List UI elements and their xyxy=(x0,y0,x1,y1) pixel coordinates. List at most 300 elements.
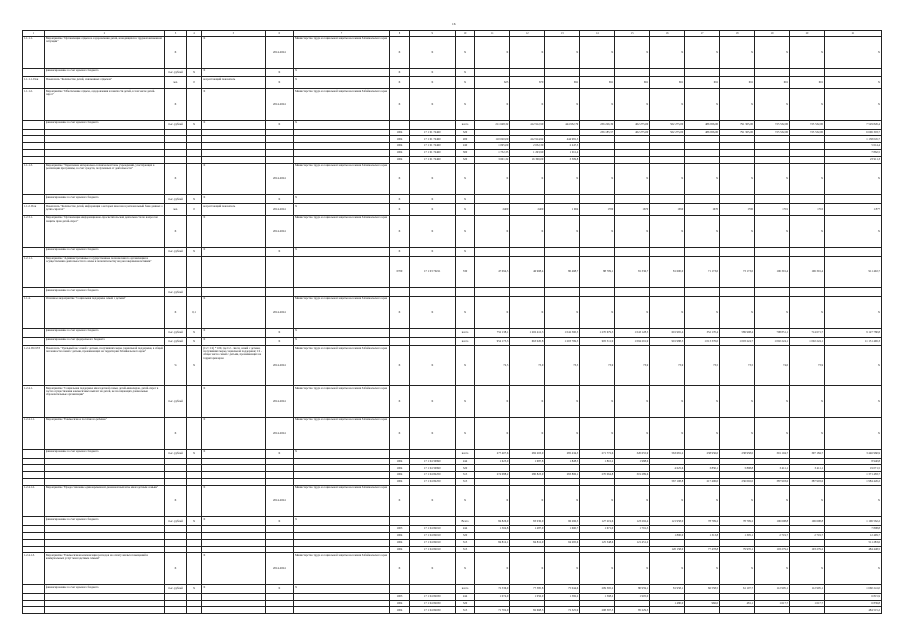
table-cell: 1 382,2 xyxy=(545,593,580,600)
table-cell: X xyxy=(293,517,389,526)
table-cell: Всего xyxy=(455,517,475,526)
table-cell: X xyxy=(293,337,389,346)
row-title-cell: Мероприятие "Социальная поддержка многодетной семьи, детей-инвалидов, детей-сирот в части осуществления ежемесячных выплат на детей, не посещающих дошкольные образовательные организации" xyxy=(44,386,164,418)
table-cell xyxy=(650,143,685,150)
table-cell: 96 296,3 xyxy=(545,517,580,526)
table-cell: 1003 xyxy=(390,526,410,533)
table-cell xyxy=(186,600,201,607)
table-cell xyxy=(23,337,45,346)
table-cell: 73,5 xyxy=(685,346,720,386)
table-cell: X xyxy=(580,89,615,121)
table-cell: Министерство труда и социальной защиты населения Забайкальского края xyxy=(293,417,389,449)
table-cell: 387 903,6 xyxy=(790,478,825,485)
table-cell xyxy=(545,68,580,77)
row-title-cell: Мероприятие "Административные государственные полномочия по организации и осуществлению деятельности по опеке и попечительству над несовершеннолетними" xyxy=(44,256,164,288)
table-cell xyxy=(720,195,755,204)
table-cell: X xyxy=(390,297,410,329)
row-title-cell xyxy=(44,546,164,553)
table-cell: 47 094,5 xyxy=(475,256,510,288)
table-cell: 320 xyxy=(455,600,475,607)
row-title-cell xyxy=(44,129,164,136)
table-cell: X xyxy=(202,449,265,458)
table-cell: X xyxy=(720,163,755,195)
table-cell: 1 398,2 xyxy=(580,593,615,600)
table-cell: 1 487,0 xyxy=(510,526,545,533)
table-cell: 7 529 826,4 xyxy=(825,120,882,129)
table-cell: 663 020,8 xyxy=(510,337,545,346)
table-cell xyxy=(650,526,685,533)
table-cell: всего xyxy=(455,449,475,458)
table-cell: X xyxy=(720,36,755,68)
table-cell: 412 912,99 xyxy=(510,120,545,129)
table-cell: 1 013 376,0 xyxy=(685,337,720,346)
table-cell: 1.2.1.1. xyxy=(23,256,45,288)
table-cell: 320 xyxy=(455,156,475,163)
table-cell: тыс. рублей xyxy=(165,449,187,458)
table-cell xyxy=(790,539,825,546)
table-cell: 6 815,9 xyxy=(825,593,882,600)
table-cell: X xyxy=(650,553,685,585)
table-cell: 1 305,1 xyxy=(720,533,755,540)
table-cell: X xyxy=(825,346,882,386)
table-cell: 1004 xyxy=(390,600,410,607)
table-cell xyxy=(293,546,389,553)
table-cell: тыс. рублей xyxy=(165,247,187,256)
table-cell xyxy=(790,136,825,143)
column-number-cell: 8 xyxy=(390,31,410,37)
table-cell xyxy=(186,386,201,418)
table-cell: X xyxy=(510,417,545,449)
table-cell: 1.1.1.3. xyxy=(23,163,45,195)
row-title-cell: Мероприятие "Организация информационно-просветительской деятельности по вопросам защиты прав детей-сирот" xyxy=(44,215,164,247)
table-cell: 1.2.4.1.2. xyxy=(23,485,45,517)
table-cell: X xyxy=(265,517,293,526)
table-cell: 280 823,9 xyxy=(510,472,545,479)
table-row xyxy=(23,553,882,585)
table-cell: X xyxy=(545,215,580,247)
table-cell xyxy=(720,150,755,157)
table-cell: 412 914,92 xyxy=(510,136,545,143)
table-cell xyxy=(755,247,790,256)
table-cell: X xyxy=(293,328,389,337)
table-cell: X xyxy=(165,553,187,585)
table-cell: Министерство труда и социальной защиты населения Забайкальского края xyxy=(293,297,389,329)
table-cell xyxy=(580,150,615,157)
table-cell: 244 xyxy=(455,526,475,533)
table-cell xyxy=(755,156,790,163)
table-cell: X xyxy=(580,215,615,247)
table-cell: X xyxy=(186,195,201,204)
table-cell: 3 411,1 xyxy=(755,465,790,472)
table-cell xyxy=(720,247,755,256)
table-cell: 72 336,9 xyxy=(475,585,510,594)
table-cell: X xyxy=(720,417,755,449)
table-cell: X xyxy=(615,485,650,517)
table-cell: 1 988,6 xyxy=(615,458,650,465)
table-cell: X xyxy=(720,386,755,418)
row-title-cell xyxy=(44,136,164,143)
table-cell xyxy=(755,143,790,150)
table-cell: X xyxy=(755,297,790,329)
table-cell: 320 xyxy=(455,129,475,136)
table-cell: X xyxy=(510,297,545,329)
table-cell: 691 xyxy=(685,77,720,89)
row-title-cell: Показатель "Удельный вес семей с детьми, получивших меры социальной поддержки, в общей численности семей с детьми, проживающих на территории Забайкальского края" xyxy=(44,346,164,386)
table-cell: X xyxy=(293,247,389,256)
table-cell: 798 851,1 xyxy=(755,328,790,337)
table-cell: 66 558,5 xyxy=(685,585,720,594)
table-cell: X xyxy=(685,215,720,247)
table-cell: 78 799,2 xyxy=(720,517,755,526)
table-cell: 1 828,5 xyxy=(545,458,580,465)
table-row xyxy=(23,215,882,247)
table-cell: 73,5 xyxy=(545,346,580,386)
table-row xyxy=(23,386,882,418)
table-cell: 484 515,2 xyxy=(825,607,882,614)
table-cell: X xyxy=(409,485,455,517)
table-cell: X xyxy=(615,163,650,195)
table-cell xyxy=(23,129,45,136)
table-cell xyxy=(293,607,389,614)
column-number-cell: 13 xyxy=(545,31,580,37)
table-cell: X xyxy=(165,89,187,121)
table-cell: 211 648,32 xyxy=(475,120,510,129)
table-cell: 1.1.2. Пок xyxy=(23,204,45,216)
table-cell xyxy=(390,585,410,594)
table-cell xyxy=(293,143,389,150)
table-cell: X xyxy=(265,120,293,129)
table-row xyxy=(23,417,882,449)
table-cell xyxy=(720,68,755,77)
table-cell: X xyxy=(202,485,265,517)
table-cell: 82 668,3 xyxy=(510,607,545,614)
table-cell xyxy=(186,143,201,150)
table-cell: 1 371 483,7 xyxy=(825,472,882,479)
table-cell: X xyxy=(265,449,293,458)
table-cell xyxy=(23,68,45,77)
table-cell xyxy=(755,472,790,479)
table-cell xyxy=(510,533,545,540)
table-cell xyxy=(409,337,455,346)
table-cell xyxy=(165,600,187,607)
table-cell: X xyxy=(455,386,475,418)
table-cell xyxy=(825,247,882,256)
table-cell: X xyxy=(202,417,265,449)
table-cell xyxy=(510,478,545,485)
table-cell: X xyxy=(390,204,410,216)
table-cell xyxy=(790,593,825,600)
table-cell: 77 385,8 xyxy=(510,585,545,594)
column-number-cell: 20 xyxy=(790,31,825,37)
table-cell: 2014-2024 xyxy=(265,417,293,449)
table-cell xyxy=(202,143,265,150)
table-cell: 402 275,00 xyxy=(615,120,650,129)
table-cell: X xyxy=(545,553,580,585)
table-cell xyxy=(202,129,265,136)
table-cell: 486 956,00 xyxy=(685,120,720,129)
table-cell: X xyxy=(825,163,882,195)
table-cell: 12 409,7 xyxy=(825,533,882,540)
row-title-cell: финансирование за счет краевого бюджета xyxy=(44,195,164,204)
table-cell: X xyxy=(202,553,265,585)
table-cell: 103 279,2 xyxy=(790,546,825,553)
table-cell xyxy=(720,156,755,163)
table-cell xyxy=(23,607,45,614)
table-cell xyxy=(23,288,45,297)
table-cell: X xyxy=(409,215,455,247)
table-cell: 313 xyxy=(455,478,475,485)
table-row xyxy=(23,337,882,346)
table-cell xyxy=(165,256,187,288)
table-cell: X xyxy=(615,297,650,329)
table-cell xyxy=(23,150,45,157)
table-cell xyxy=(265,143,293,150)
table-row xyxy=(23,77,882,89)
table-cell xyxy=(475,600,510,607)
table-cell: 486 956,00 xyxy=(685,129,720,136)
table-cell: 3 446 960,9 xyxy=(825,449,882,458)
table-cell: X xyxy=(615,417,650,449)
table-cell: 563 681,2 xyxy=(650,449,685,458)
table-cell: 2014-2024 xyxy=(265,297,293,329)
table-cell: 17 1 04 82010 xyxy=(409,539,455,546)
table-cell: 2014-2024 xyxy=(265,386,293,418)
table-cell: 83 036,9 xyxy=(510,517,545,526)
table-cell: % xyxy=(165,346,187,386)
table-cell xyxy=(165,533,187,540)
table-cell: 112 995,1 xyxy=(755,585,790,594)
table-row xyxy=(23,449,882,458)
table-row xyxy=(23,585,882,594)
table-cell xyxy=(293,465,389,472)
table-cell xyxy=(825,288,882,297)
table-cell xyxy=(615,136,650,143)
table-cell: X xyxy=(455,36,475,68)
table-cell xyxy=(23,465,45,472)
table-cell xyxy=(23,247,45,256)
table-cell xyxy=(186,478,201,485)
table-cell: X xyxy=(265,68,293,77)
table-cell: 103 279,2 xyxy=(755,546,790,553)
table-cell xyxy=(265,288,293,297)
table-cell xyxy=(545,195,580,204)
row-title-cell xyxy=(44,600,164,607)
table-cell: X xyxy=(390,195,410,204)
table-cell: X xyxy=(685,386,720,418)
table-cell xyxy=(790,150,825,157)
table-cell: 502 275,00 xyxy=(650,120,685,129)
table-cell xyxy=(685,539,720,546)
table-cell: 112 995,1 xyxy=(790,585,825,594)
table-cell: 1 671,0 xyxy=(580,526,615,533)
row-title-cell: Мероприятие "Укрепление материально-технической базы учреждений, участвующих в реализации программы, за счет средств, полученных от деятельности" xyxy=(44,163,164,195)
table-cell xyxy=(790,68,825,77)
table-cell: X xyxy=(580,417,615,449)
table-cell: 1 313,8 xyxy=(685,533,720,540)
table-cell: 1 877 xyxy=(825,204,882,216)
table-cell: 17 1 04 82250 xyxy=(409,478,455,485)
table-cell xyxy=(293,458,389,465)
column-number-cell: 5 xyxy=(202,31,265,37)
table-cell: 77 478,8 xyxy=(685,546,720,553)
row-title-cell: финансирование за счет краевого бюджета xyxy=(44,328,164,337)
table-cell: X xyxy=(545,485,580,517)
table-cell xyxy=(186,163,201,195)
table-cell xyxy=(265,546,293,553)
table-cell xyxy=(650,288,685,297)
table-cell xyxy=(475,533,510,540)
table-cell: X xyxy=(825,297,882,329)
table-cell xyxy=(650,136,685,143)
table-cell: 1003 xyxy=(390,593,410,600)
column-number-cell: 1 xyxy=(23,31,45,37)
table-cell: X xyxy=(755,386,790,418)
table-cell: X xyxy=(186,337,201,346)
table-cell: X xyxy=(650,215,685,247)
table-row xyxy=(23,120,882,129)
table-cell: 1.2.4.1. xyxy=(23,386,45,418)
table-cell xyxy=(265,129,293,136)
row-title-cell: Основное мероприятие "Социальная поддержка семей с детьми" xyxy=(44,297,164,329)
table-cell xyxy=(580,195,615,204)
table-cell: 1.2.4.1.1. xyxy=(23,417,45,449)
table-cell: X xyxy=(390,163,410,195)
table-cell: 17 1 04 50990 xyxy=(409,465,455,472)
table-cell: 73 173,0 xyxy=(720,256,755,288)
table-cell: 725 532,00 xyxy=(790,120,825,129)
table-cell: 725 532,00 xyxy=(755,129,790,136)
table-cell: X xyxy=(390,417,410,449)
table-cell: 236 226,39 xyxy=(580,120,615,129)
row-title-cell xyxy=(44,150,164,157)
table-cell xyxy=(755,607,790,614)
table-cell: чел. xyxy=(165,77,187,89)
table-cell: X xyxy=(165,297,187,329)
table-cell: 691 xyxy=(615,77,650,89)
table-cell: 1 480,0 xyxy=(650,600,685,607)
table-cell: 313 xyxy=(455,539,475,546)
table-cell: X xyxy=(165,485,187,517)
table-cell: X xyxy=(510,386,545,418)
row-title-cell xyxy=(44,478,164,485)
table-cell: тыс. рублей xyxy=(165,585,187,594)
table-cell: X xyxy=(790,386,825,418)
table-cell xyxy=(409,120,455,129)
table-cell: 5 614,4 xyxy=(825,143,882,150)
table-cell: 6 839,8 xyxy=(825,600,882,607)
table-cell xyxy=(510,195,545,204)
table-cell xyxy=(790,472,825,479)
table-cell: X xyxy=(202,195,265,204)
table-cell xyxy=(615,195,650,204)
table-cell: X xyxy=(202,163,265,195)
table-cell: X xyxy=(615,89,650,121)
table-cell xyxy=(186,215,201,247)
table-cell: чел. xyxy=(165,204,187,216)
table-cell xyxy=(720,136,755,143)
table-cell: 1004 xyxy=(390,465,410,472)
table-cell: 2014-2024 xyxy=(265,163,293,195)
table-cell: X xyxy=(475,215,510,247)
table-cell: 9 127 780,8 xyxy=(825,328,882,337)
table-cell: X xyxy=(409,36,455,68)
table-cell xyxy=(293,129,389,136)
table-cell: 1 905,0 xyxy=(615,593,650,600)
table-cell: X xyxy=(455,89,475,121)
table-cell xyxy=(650,458,685,465)
table-cell xyxy=(265,458,293,465)
table-cell xyxy=(265,600,293,607)
table-cell xyxy=(293,526,389,533)
table-cell: 2014-2024 xyxy=(265,485,293,517)
table-row xyxy=(23,297,882,329)
table-cell xyxy=(615,546,650,553)
table-cell: X xyxy=(650,163,685,195)
table-cell xyxy=(545,129,580,136)
table-cell: X xyxy=(720,553,755,585)
table-cell: (С2 \ С2) * 100, где С2 - число семей с детьми, получивших меры социальной поддержки; С2 - общее число семей с детьми, проживающих на территории края xyxy=(202,346,265,386)
table-cell: 271 772,6 xyxy=(580,449,615,458)
row-title-cell xyxy=(44,143,164,150)
table-cell: X xyxy=(475,386,510,418)
table-cell xyxy=(186,593,201,600)
table-cell: 1 074,9 xyxy=(475,593,510,600)
table-cell xyxy=(23,600,45,607)
row-title-cell: финансирование за счет краевого бюджета xyxy=(44,120,164,129)
table-cell: X xyxy=(202,386,265,418)
table-cell xyxy=(23,593,45,600)
table-cell: 81 600,0 xyxy=(650,256,685,288)
table-cell: 236 185,57 xyxy=(580,129,615,136)
table-cell: X xyxy=(165,36,187,68)
table-cell xyxy=(615,156,650,163)
table-cell: 725 532,00 xyxy=(755,120,790,129)
table-cell: X xyxy=(265,328,293,337)
table-cell xyxy=(650,156,685,163)
table-cell xyxy=(293,288,389,297)
table-cell: X xyxy=(510,553,545,585)
table-cell xyxy=(650,247,685,256)
table-cell xyxy=(265,593,293,600)
table-cell xyxy=(293,472,389,479)
table-cell: X xyxy=(409,89,455,121)
row-title-cell xyxy=(44,533,164,540)
table-cell: X xyxy=(755,163,790,195)
row-title-cell: финансирование за счет краевого бюджета xyxy=(44,288,164,297)
table-cell: 1 043 128,5 xyxy=(615,328,650,337)
table-cell: X xyxy=(202,68,265,77)
table-cell: 121 958,0 xyxy=(650,517,685,526)
table-cell: 1 625,0 xyxy=(475,458,510,465)
table-cell: 1004 xyxy=(390,539,410,546)
table-cell: X xyxy=(455,77,475,89)
table-row xyxy=(23,539,882,546)
table-cell: 106 391,4 xyxy=(790,256,825,288)
table-cell: 208 597,3 xyxy=(580,607,615,614)
table-cell xyxy=(390,337,410,346)
table-cell: 1004 xyxy=(390,129,410,136)
table-cell xyxy=(475,129,510,136)
table-cell: всего xyxy=(455,337,475,346)
table-cell: 670 xyxy=(510,77,545,89)
table-cell: X xyxy=(475,163,510,195)
table-cell xyxy=(755,288,790,297)
table-cell xyxy=(720,526,755,533)
table-cell xyxy=(293,539,389,546)
table-cell: 1 904 xyxy=(545,204,580,216)
table-cell: X xyxy=(202,120,265,129)
table-cell: 72,5 xyxy=(475,346,510,386)
